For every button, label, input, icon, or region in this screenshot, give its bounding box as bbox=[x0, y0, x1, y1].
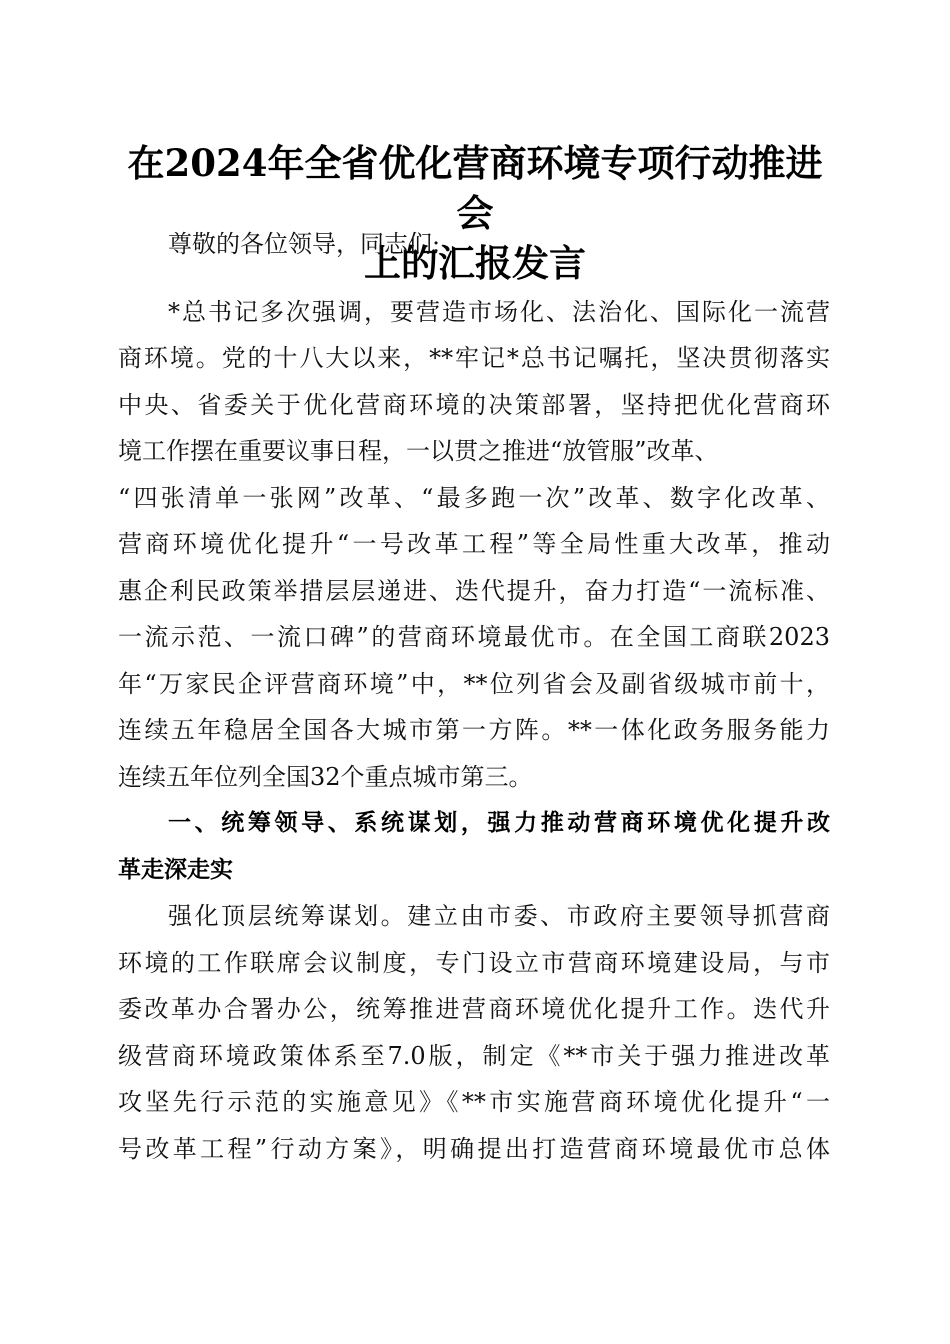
title-line-1: 在2024年全省优化营商环境专项行动推进会 bbox=[127, 141, 823, 235]
document-title bbox=[110, 138, 840, 288]
section-heading: 一、统筹领导、系统谋划，强力推动营商环境优化提升改 bbox=[168, 810, 830, 836]
paragraph-line: 商环境。党的十八大以来，**牢记*总书记嘱托，坚决贯彻落实 bbox=[118, 344, 830, 372]
paragraph-line: “四张清单一张网”改革、“最多跑一次”改革、数字化改革、 bbox=[118, 484, 830, 512]
paragraph-line: 惠企利民政策举措层层递进、迭代提升，奋力打造“一流标准、 bbox=[118, 577, 830, 605]
paragraph-line: 一流示范、一流口碑”的营商环境最优市。在全国工商联2023 bbox=[118, 623, 830, 651]
paragraph-line: 攻坚先行示范的实施意见》《**市实施营商环境优化提升“一 bbox=[118, 1088, 830, 1116]
paragraph-line: 号改革工程”行动方案》，明确提出打造营商环境最优市总体 bbox=[118, 1135, 830, 1163]
salutation: 尊敬的各位领导，同志们: bbox=[168, 230, 441, 258]
paragraph-line: 连续五年位列全国32个重点城市第三。 bbox=[118, 763, 533, 791]
paragraph-line: *总书记多次强调，要营造市场化、法治化、国际化一流营 bbox=[168, 298, 830, 326]
paragraph-line: 委改革办合署办公，统筹推进营商环境优化提升工作。迭代升 bbox=[118, 995, 830, 1023]
paragraph-line: 中央、省委关于优化营商环境的决策部署，坚持把优化营商环 bbox=[118, 391, 830, 419]
paragraph-line: 环境的工作联席会议制度，专门设立市营商环境建设局，与市 bbox=[118, 949, 830, 977]
paragraph-line: 境工作摆在重要议事日程，一以贯之推进“放管服”改革、 bbox=[118, 437, 719, 465]
paragraph-line: 连续五年稳居全国各大城市第一方阵。**一体化政务服务能力 bbox=[118, 716, 830, 744]
paragraph-line: 强化顶层统筹谋划。建立由市委、市政府主要领导抓营商 bbox=[168, 902, 830, 930]
title-line-2: 上的汇报发言 bbox=[364, 241, 586, 285]
paragraph-line: 年“万家民企评营商环境”中，**位列省会及副省级城市前十， bbox=[118, 670, 830, 698]
section-heading-continued: 革走深走实 bbox=[118, 857, 233, 883]
paragraph-line: 级营商环境政策体系至7.0版，制定《**市关于强力推进改革 bbox=[118, 1042, 830, 1070]
paragraph-line: 营商环境优化提升“一号改革工程”等全局性重大改革，推动 bbox=[118, 530, 830, 558]
